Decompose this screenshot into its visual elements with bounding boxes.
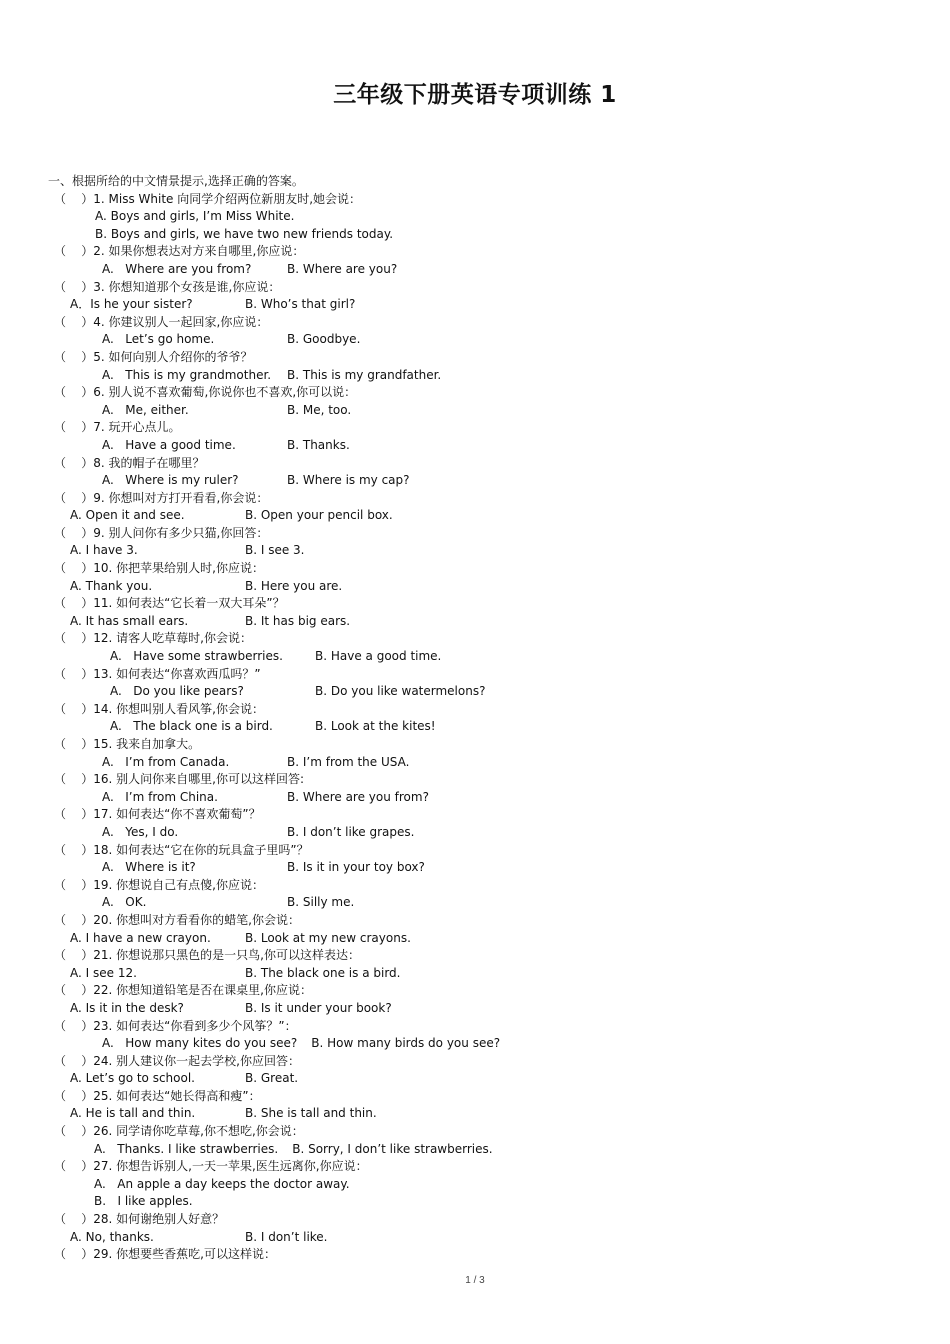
- option-b: B. Open your pencil box.: [245, 508, 393, 523]
- question-text: （ ）16. 别人问你来自哪里,你可以这样回答:: [54, 772, 305, 787]
- question-text: （ ）3. 你想知道那个女孩是谁,你应说：: [54, 279, 281, 294]
- option-a: A. OK.: [102, 895, 147, 910]
- question-text: （ ）14. 你想叫别人看风筝,你会说：: [54, 701, 264, 716]
- option-b: B. Where is my cap?: [287, 473, 410, 488]
- answer-options-line: [48, 859, 908, 877]
- option-a: A. Let’s go home.: [102, 332, 215, 347]
- question-line: [48, 384, 908, 402]
- question-text: （ ）24. 别人建议你一起去学校,你应回答：: [54, 1053, 300, 1068]
- question-line: [48, 1211, 908, 1229]
- question-line: [48, 243, 908, 261]
- option-b: B. Do you like watermelons?: [315, 684, 486, 699]
- option-b: B. How many birds do you see?: [311, 1036, 501, 1051]
- question-line: [48, 490, 908, 508]
- question-text: （ ）5. 如何向别人介绍你的爷爷？: [54, 349, 253, 364]
- option-b: B. Look at my new crayons.: [245, 930, 411, 945]
- question-line: [48, 455, 908, 473]
- page-title: 三年级下册英语专项训练 1: [333, 82, 617, 108]
- question-text: （ ）25. 如何表达“她长得高和瘦”：: [54, 1088, 261, 1103]
- answer-options-line: [48, 261, 908, 279]
- option-b: B. Sorry, I don’t like strawberries.: [292, 1141, 493, 1156]
- option-b: B. Is it under your book?: [245, 1000, 392, 1015]
- answer-options-line: [48, 1105, 908, 1123]
- answer-options-line: [48, 1193, 908, 1211]
- answer-options-line: [48, 683, 908, 701]
- answer-options-line: [48, 437, 908, 455]
- option-b: B. I don’t like grapes.: [287, 824, 415, 839]
- option-b: B. Who’s that girl?: [245, 297, 356, 312]
- option-b: B. Great.: [245, 1071, 299, 1086]
- question-line: [48, 1246, 908, 1264]
- option-a: A. I have 3.: [70, 543, 138, 558]
- option-b: B. I see 3.: [245, 543, 305, 558]
- option-a: A. Boys and girls, I’m Miss White.: [95, 209, 295, 224]
- answer-options-line: [48, 296, 908, 314]
- question-text: （ ）18. 如何表达“它在你的玩具盒子里吗”？: [54, 842, 309, 857]
- answer-options-line: [48, 754, 908, 772]
- answer-options-line: [48, 824, 908, 842]
- option-a: A. Where is my ruler?: [102, 473, 239, 488]
- answer-options-line: [48, 507, 908, 525]
- option-a: A. Have some strawberries.: [110, 649, 283, 664]
- option-a: A. No, thanks.: [70, 1229, 154, 1244]
- question-text: （ ）22. 你想知道铅笔是否在课桌里,你应说：: [54, 983, 312, 998]
- option-a: A. An apple a day keeps the doctor away.: [94, 1176, 350, 1191]
- option-a: A. The black one is a bird.: [110, 719, 273, 734]
- question-line: [48, 349, 908, 367]
- answer-options-line: [48, 789, 908, 807]
- option-a: A. Thanks. I like strawberries.: [94, 1141, 279, 1156]
- option-a: A. Yes, I do.: [102, 824, 179, 839]
- question-line: [48, 1158, 908, 1176]
- question-text: （ ）11. 如何表达“它长着一双大耳朵”？: [54, 596, 285, 611]
- option-a: A. Thank you.: [70, 578, 153, 593]
- option-a: A. Have a good time.: [102, 437, 236, 452]
- option-b: B. Is it in your toy box?: [287, 860, 425, 875]
- answer-options-line: [48, 578, 908, 596]
- question-text: （ ）4. 你建议别人一起回家,你应说：: [54, 314, 269, 329]
- question-text: （ ）19. 你想说自己有点傻,你应说：: [54, 877, 264, 892]
- answer-options-line: [48, 1141, 908, 1159]
- answer-options-line: [48, 472, 908, 490]
- question-text: （ ）26. 同学请你吃草莓,你不想吃,你会说：: [54, 1124, 304, 1139]
- option-a: A．Is he your sister?: [70, 297, 193, 312]
- question-line: [48, 630, 908, 648]
- answer-options-line: [48, 1176, 908, 1194]
- question-line: [48, 560, 908, 578]
- question-text: （ ）1. Miss White 向同学介绍两位新朋友时,她会说：: [54, 191, 362, 206]
- question-line: [48, 736, 908, 754]
- question-line: [48, 842, 908, 860]
- option-b: B. I don’t like.: [245, 1229, 328, 1244]
- answer-options-line: [48, 965, 908, 983]
- question-text: （ ）12. 请客人吃草莓时,你会说：: [54, 631, 252, 646]
- option-b: B. Silly me.: [287, 895, 355, 910]
- option-b: B. Where are you from?: [287, 789, 429, 804]
- option-a: A. Me, either.: [102, 402, 189, 417]
- option-b: B. Goodbye.: [287, 332, 361, 347]
- option-b: B. This is my grandfather.: [287, 367, 442, 382]
- answer-options-line: [48, 1000, 908, 1018]
- question-text: （ ）23. 如何表达“你看到多少个风筝？”：: [54, 1018, 297, 1033]
- option-b: B. It has big ears.: [245, 613, 351, 628]
- answer-options-line: [48, 1070, 908, 1088]
- question-line: [48, 982, 908, 1000]
- option-a: B. Boys and girls, we have two new friends today.: [95, 226, 394, 241]
- section-heading: 一、根据所给的中文情景提示,选择正确的答案。: [48, 174, 304, 188]
- question-text: （ ）7. 玩开心点儿。: [54, 420, 181, 435]
- answer-options-line: [48, 367, 908, 385]
- option-a: A. I’m from China.: [102, 789, 218, 804]
- option-b: B. Look at the kites!: [315, 719, 436, 734]
- question-line: [48, 701, 908, 719]
- option-a: A. Where are you from?: [102, 261, 252, 276]
- question-list: [48, 191, 908, 1264]
- question-text: （ ）29. 你想要些香蕉吃,可以这样说：: [54, 1247, 276, 1262]
- question-line: [48, 191, 908, 209]
- answer-options-line: [48, 648, 908, 666]
- question-text: （ ）21. 你想说那只黑色的是一只鸟,你可以这样表达：: [54, 948, 360, 963]
- answer-options-line: [48, 718, 908, 736]
- question-line: [48, 666, 908, 684]
- option-a: A. He is tall and thin.: [70, 1106, 196, 1121]
- question-line: [48, 1123, 908, 1141]
- option-a: A. Is it in the desk?: [70, 1000, 184, 1015]
- answer-options-line: [48, 1229, 908, 1247]
- question-text: （ ）8. 我的帽子在哪里？: [54, 455, 205, 470]
- option-a: A. Let’s go to school.: [70, 1071, 195, 1086]
- option-b: B. I’m from the USA.: [287, 754, 410, 769]
- option-a: A. Where is it?: [102, 860, 196, 875]
- option-a: A. It has small ears.: [70, 613, 189, 628]
- question-text: （ ）20. 你想叫对方看看你的蜡笔,你会说：: [54, 912, 300, 927]
- option-a: A. I’m from Canada.: [102, 754, 230, 769]
- option-b: B. She is tall and thin.: [245, 1106, 377, 1121]
- question-line: [48, 877, 908, 895]
- question-line: [48, 314, 908, 332]
- question-text: （ ）6. 别人说不喜欢葡萄,你说你也不喜欢,你可以说：: [54, 385, 357, 400]
- question-text: （ ）13. 如何表达“你喜欢西瓜吗？”: [54, 666, 261, 681]
- answer-options-line: [48, 542, 908, 560]
- option-a: B. I like apples.: [94, 1194, 193, 1209]
- option-b: B. Have a good time.: [315, 649, 442, 664]
- answer-options-line: [48, 894, 908, 912]
- question-line: [48, 525, 908, 543]
- option-b: B. Where are you?: [287, 261, 398, 276]
- question-line: [48, 595, 908, 613]
- answer-options-line: [48, 402, 908, 420]
- question-line: [48, 1053, 908, 1071]
- option-a: A. Open it and see.: [70, 508, 185, 523]
- question-line: [48, 947, 908, 965]
- question-line: [48, 1088, 908, 1106]
- answer-options-line: [48, 613, 908, 631]
- exercise-body: [48, 173, 908, 1264]
- answer-options-line: [48, 1035, 908, 1053]
- question-text: （ ）27. 你想告诉别人,一天一苹果,医生远离你,你应说：: [54, 1159, 368, 1174]
- question-text: （ ）17. 如何表达“你不喜欢葡萄”？: [54, 807, 261, 822]
- option-b: B. Me, too.: [287, 402, 352, 417]
- answer-options-line: [48, 331, 908, 349]
- question-text: （ ）9. 你想叫对方打开看看,你会说：: [54, 490, 269, 505]
- question-line: [48, 771, 908, 789]
- question-line: [48, 279, 908, 297]
- option-a: A. I see 12.: [70, 965, 137, 980]
- question-text: （ ）2. 如果你想表达对方来自哪里,你应说：: [54, 244, 305, 259]
- question-line: [48, 806, 908, 824]
- question-text: （ ）9. 别人问你有多少只猫,你回答：: [54, 525, 269, 540]
- question-line: [48, 419, 908, 437]
- option-b: B. Here you are.: [245, 578, 343, 593]
- question-line: [48, 1018, 908, 1036]
- option-a: A. I have a new crayon.: [70, 930, 211, 945]
- question-text: （ ）10. 你把苹果给别人时,你应说：: [54, 561, 264, 576]
- answer-options-line: [48, 930, 908, 948]
- option-a: A. Do you like pears?: [110, 684, 244, 699]
- answer-options-line: [48, 208, 908, 226]
- option-b: B. The black one is a bird.: [245, 965, 401, 980]
- page-number: 1 / 3: [465, 1275, 485, 1286]
- question-text: （ ）28. 如何谢绝别人好意？: [54, 1212, 225, 1227]
- answer-options-line: [48, 226, 908, 244]
- question-text: （ ）15. 我来自加拿大。: [54, 737, 201, 751]
- option-a: A. How many kites do you see?: [102, 1036, 298, 1051]
- option-b: B. Thanks.: [287, 437, 350, 452]
- question-line: [48, 912, 908, 930]
- option-a: A. This is my grandmother.: [102, 367, 272, 382]
